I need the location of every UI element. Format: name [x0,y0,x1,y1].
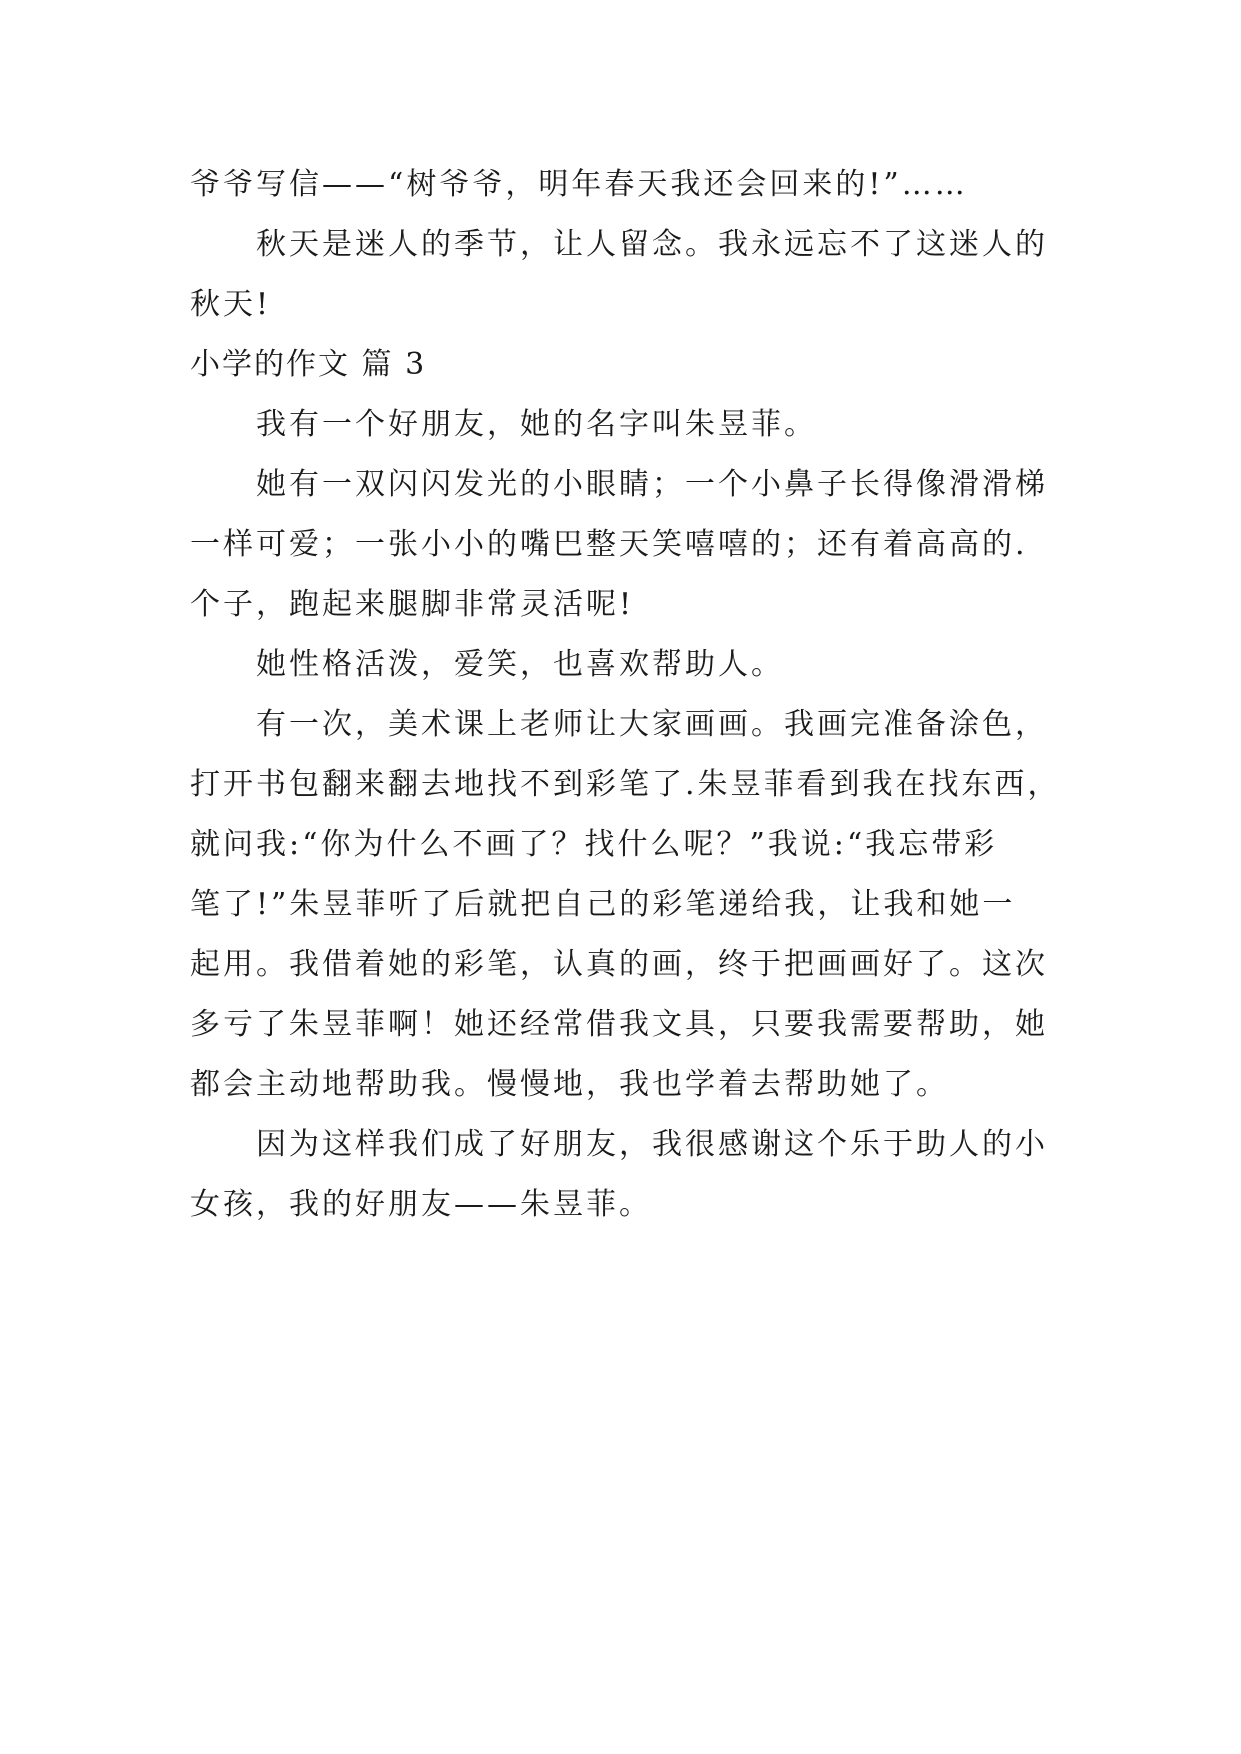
section-heading: 小学的作文 篇 3 [190,347,427,382]
text-line: 因为这样我们成了好朋友，我很感谢这个乐于助人的小 [256,1127,1048,1162]
document-body [190,155,1060,1235]
text-line: 她性格活泼，爱笑，也喜欢帮助人。 [256,647,784,682]
text-line: 打开书包翻来翻去地找不到彩笔了.朱昱菲看到我在找东西， [190,767,1061,802]
text-line: 她有一双闪闪发光的小眼睛；一个小鼻子长得像滑滑梯 [256,467,1048,502]
text-line: 就问我:“你为什么不画了？找什么呢？”我说:“我忘带彩 [190,827,998,862]
text-line: 有一次，美术课上老师让大家画画。我画完准备涂色， [256,707,1048,742]
text-line: 起用。我借着她的彩笔，认真的画，终于把画画好了。这次 [190,947,1048,982]
text-line: 多亏了朱昱菲啊！她还经常借我文具，只要我需要帮助，她 [190,1007,1048,1042]
text-line: 女孩，我的好朋友——朱昱菲。 [190,1187,652,1222]
text-line: 一样可爱；一张小小的嘴巴整天笑嘻嘻的；还有着高高的. [190,527,1028,562]
text-line: 秋天是迷人的季节，让人留念。我永远忘不了这迷人的 [256,227,1048,262]
text-line: 笔了!”朱昱菲听了后就把自己的彩笔递给我，让我和她一 [190,887,1016,922]
text-line: 爷爷写信——“树爷爷，明年春天我还会回来的!”…… [190,167,968,202]
text-line: 秋天! [190,287,272,322]
text-line: 我有一个好朋友，她的名字叫朱昱菲。 [256,407,817,442]
text-line: 个子，跑起来腿脚非常灵活呢! [190,587,635,622]
text-line: 都会主动地帮助我。慢慢地，我也学着去帮助她了。 [190,1067,949,1102]
